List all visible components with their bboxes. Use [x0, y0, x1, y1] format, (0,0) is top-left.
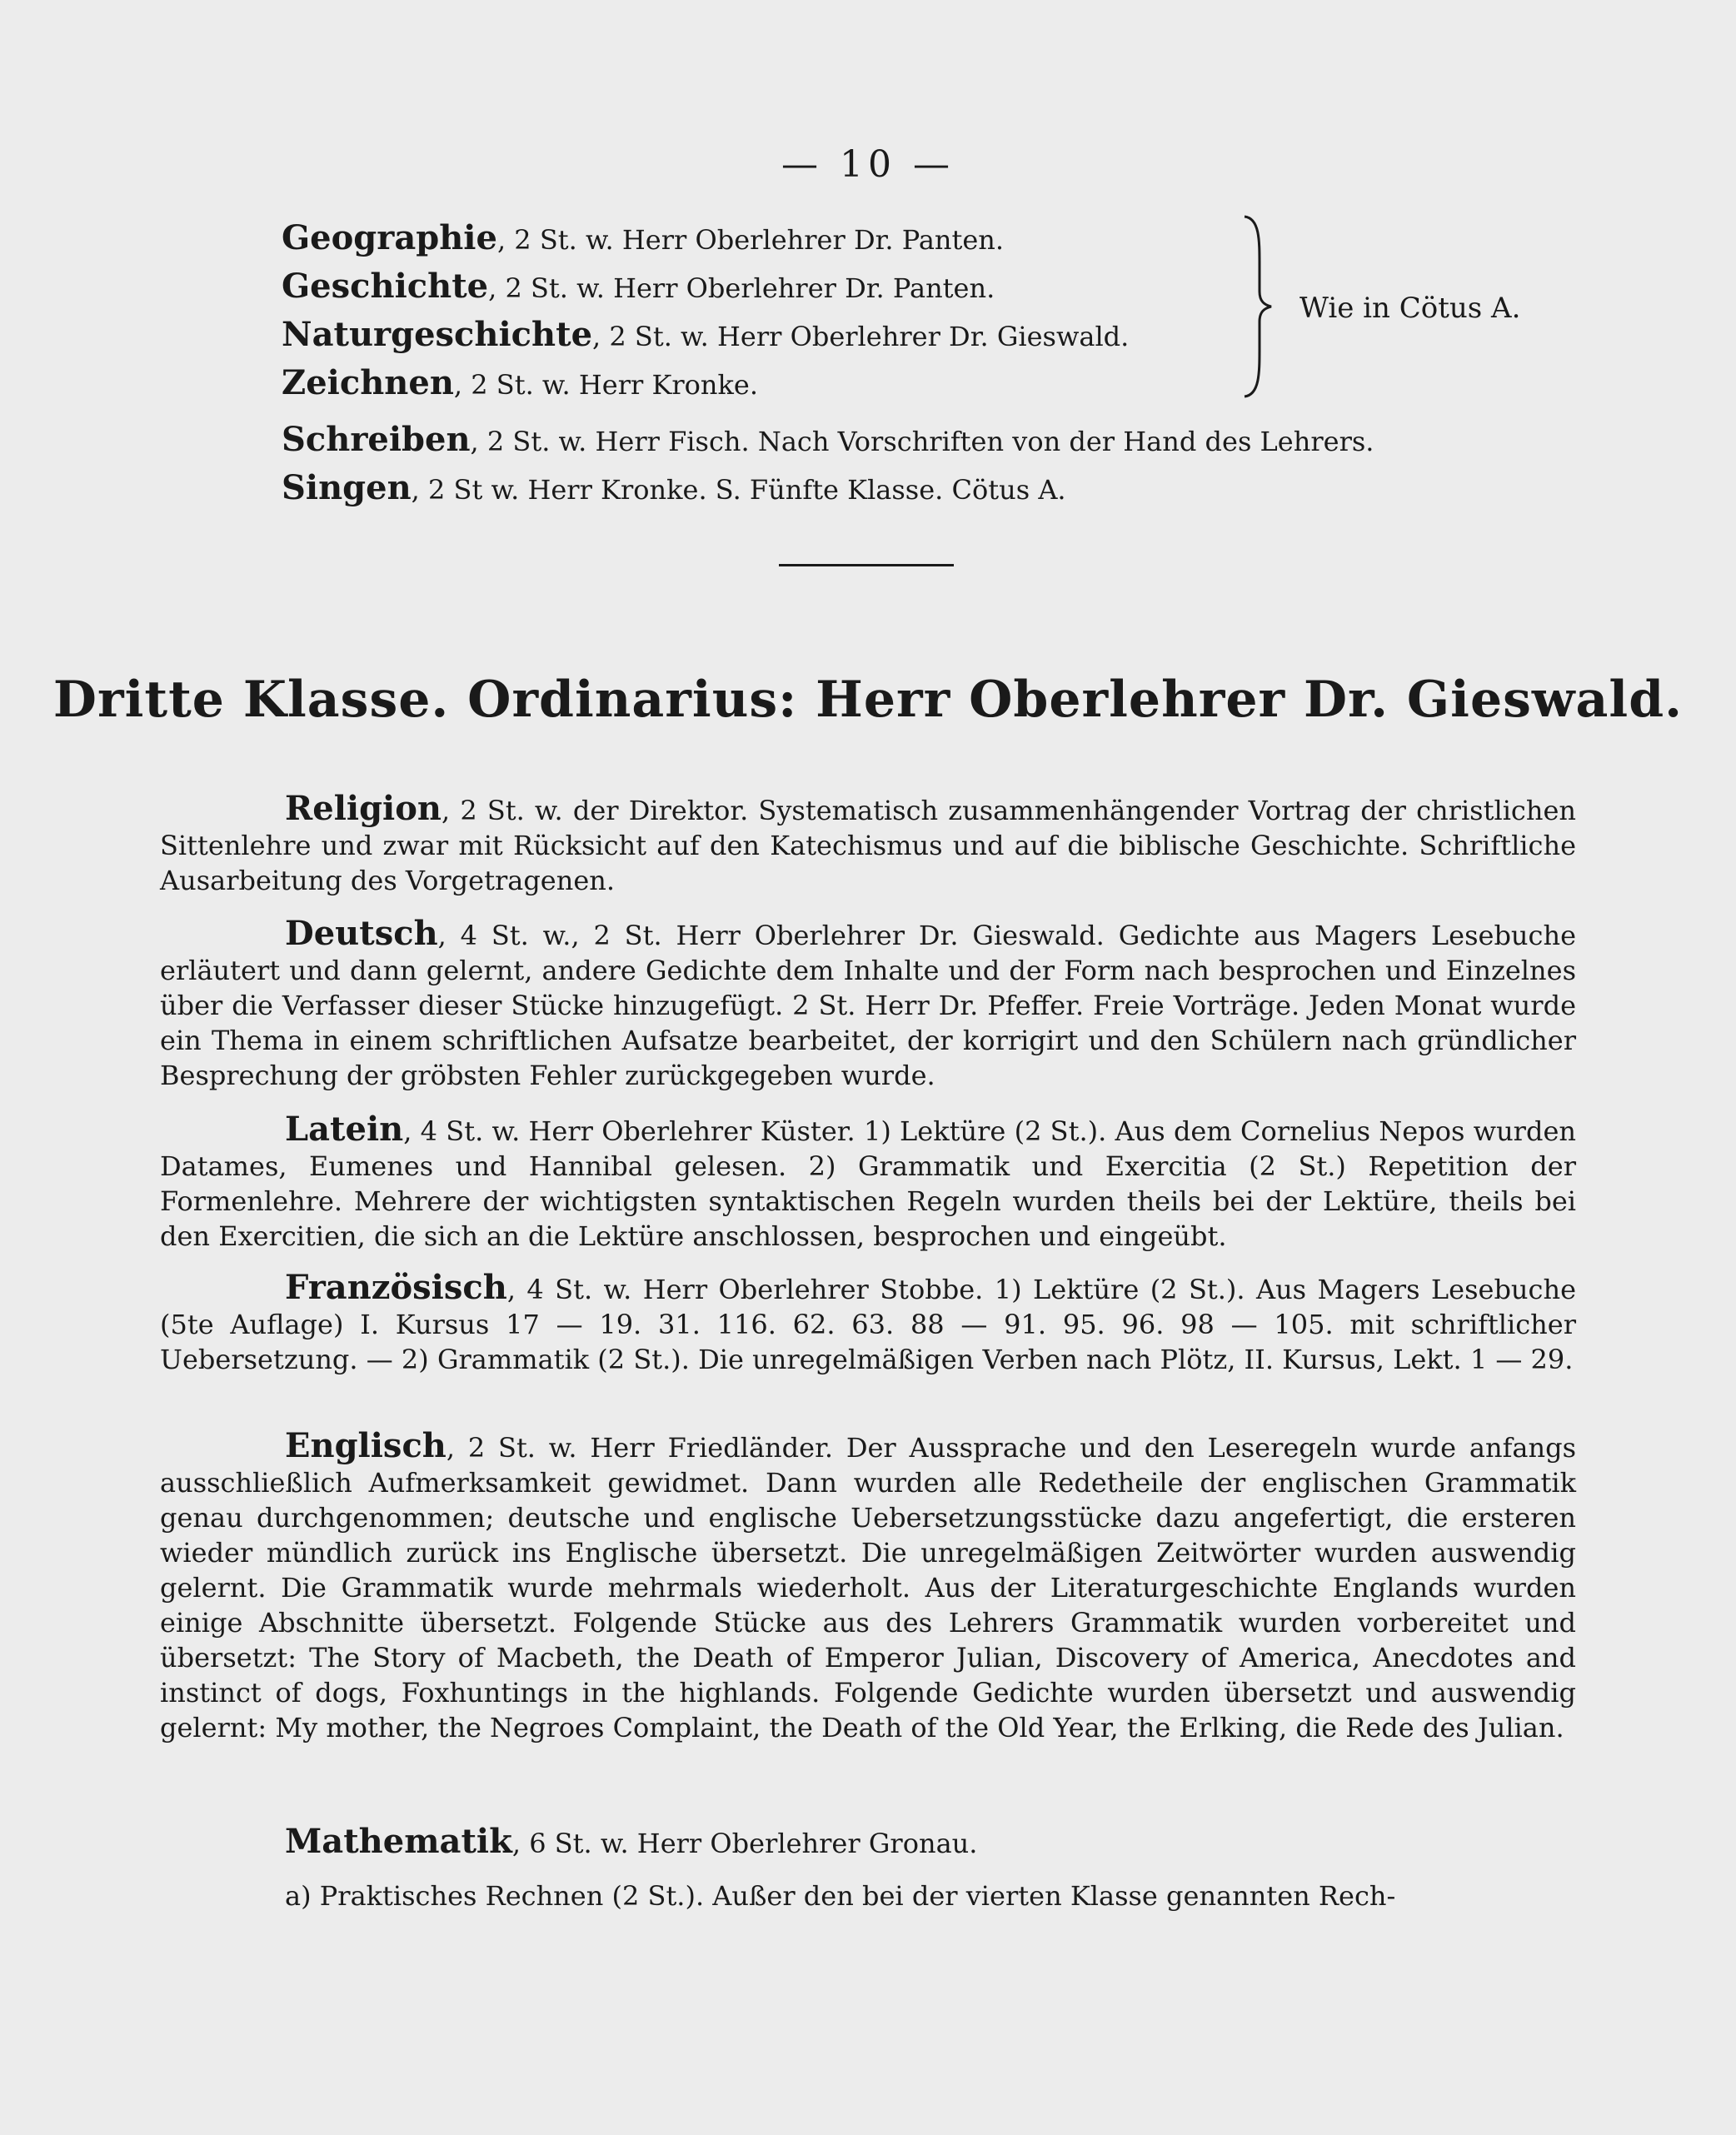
paragraph-text: , 6 St. w. Herr Oberlehrer Gronau. — [511, 1828, 978, 1859]
page-number: — 10 — — [781, 143, 955, 186]
subject-details: , 2 St. w. Herr Kronke. — [453, 369, 759, 401]
subject-details: , 2 St. w. Herr Fisch. Nach Vorschriften von der Hand des Lehrers. — [470, 426, 1374, 457]
subject-details: , 2 St. w. Herr Oberlehrer Dr. Gieswald. — [592, 321, 1130, 352]
paragraph-text: , 2 St. w. Herr Friedländer. Der Aussprache und den Leseregeln wurde anfangs ausschließlich Aufmerksamkeit gewidmet. Dann wurden alle Redetheile der englischen Grammatik genau durchgenommen; deutsche und englische Uebersetzungsstücke dazu angefertigt, die ersteren wieder mündlich zurück ins Englische übersetzt. Die unregelmäßigen Zeitwörter wurden auswendig gelernt. Die Grammatik wurde mehrmals wiederholt. Aus der Literaturgeschichte Englands wurden einige Abschnitte übersetzt. Folgende Stücke aus des Lehrers Grammatik wurden vorbereitet und übersetzt: The Story of Macbeth, the Death of Emperor Julian, Discovery of America, Anecdotes and instinct of dogs, Foxhuntings in the highlands. Folgende Gedichte wurden übersetzt und auswendig gelernt: My mother, the Negroes Complaint, the Death of the Old Year, the Erlking, die Rede des Julian. — [160, 1432, 1576, 1743]
subject-details: , 2 St. w. Herr Oberlehrer Dr. Panten. — [488, 272, 995, 304]
subject-name: Geographie — [282, 218, 497, 257]
paragraph-text: , 4 St. w., 2 St. Herr Oberlehrer Dr. Gieswald. Gedichte aus Magers Lesebuche erläutert und dann gelernt, andere Gedichte dem Inhalte und der Form nach besprochen und Einzelnes über die Verfasser dieser Stücke hinzugefügt. 2 St. Herr Dr. Pfeffer. Freie Vorträge. Jeden Monat wurde ein Thema in einem schriftlichen Aufsatze bearbeitet, der korrigirt und den Schülern nach gründlicher Besprechung der gröbsten Fehler zurückgegeben wurde. — [160, 920, 1576, 1091]
subject-name: Schreiben — [282, 420, 471, 459]
subject-details: , 2 St. w. Herr Oberlehrer Dr. Panten. — [496, 224, 1005, 256]
curly-brace — [1241, 215, 1275, 398]
paragraph-lead: Latein — [285, 1110, 404, 1149]
subject-paragraph — [160, 1426, 1576, 1745]
subject-line — [282, 468, 1066, 507]
paragraph-text: , 2 St. w. der Direktor. Systematisch zusammenhängender Vortrag der christlichen Sittenlehre und zwar mit Rücksicht auf den Katechismus und auf die biblische Geschichte. Schriftliche Ausarbeitung des Vorgetragenen. — [160, 795, 1576, 896]
subject-paragraph — [160, 1270, 1576, 1377]
subject-name: Geschichte — [282, 267, 489, 306]
paragraph-text: , 4 St. w. Herr Oberlehrer Küster. 1) Lektüre (2 St.). Aus dem Cornelius Nepos wurden Datames, Eumenes und Hannibal gelesen. 2) Grammatik und Exercitia (2 St.) Repetition der Formenlehre. Mehrere der wichtigsten syntaktischen Regeln wurden theils bei der Lektüre, theils bei den Exercitien, die sich an die Lektüre anschlossen, besprochen und eingeübt. — [160, 1115, 1576, 1252]
paragraph-text: a) Praktisches Rechnen (2 St.). Außer den bei der vierten Klasse genannten Rech- — [285, 1880, 1396, 1912]
subject-name: Naturgeschichte — [282, 315, 593, 354]
subject-line — [282, 420, 1374, 459]
paragraph-lead: Deutsch — [285, 914, 438, 953]
paragraph-lead: Englisch — [285, 1426, 446, 1465]
subject-details: , 2 St w. Herr Kronke. S. Fünfte Klasse. Cötus A. — [411, 474, 1066, 506]
subject-name: Zeichnen — [282, 363, 454, 402]
subject-line — [282, 315, 1129, 354]
section-divider — [779, 564, 954, 566]
subject-paragraph — [160, 1112, 1576, 1254]
subject-paragraph — [160, 791, 1576, 898]
subject-line — [282, 218, 1004, 257]
subject-paragraph — [160, 1824, 1576, 1861]
paragraph-text: , 4 St. w. Herr Oberlehrer Stobbe. 1) Lektüre (2 St.). Aus Magers Lesebuche (5te Auflage) I. Kursus 17 — 19. 31. 116. 62. 63. 88 — 91. 95. 96. 98 — 105. mit schriftlicher Uebersetzung. — 2) Grammatik (2 St.). Die unregelmäßigen Verben nach Plötz, II. Kursus, Lekt. 1 — 29. — [160, 1274, 1576, 1375]
subject-line — [282, 267, 995, 306]
subject-paragraph — [160, 1878, 1576, 1913]
paragraph-lead: Religion — [285, 789, 442, 828]
class-heading: Dritte Klasse. Ordinarius: Herr Oberlehrer Dr. Gieswald. — [52, 671, 1684, 729]
brace-note: Wie in Cötus A. — [1300, 292, 1521, 325]
paragraph-lead: Französisch — [285, 1268, 507, 1307]
paragraph-lead: Mathematik — [285, 1822, 512, 1861]
subject-line — [282, 363, 758, 402]
subject-name: Singen — [282, 468, 412, 507]
subject-paragraph — [160, 916, 1576, 1093]
